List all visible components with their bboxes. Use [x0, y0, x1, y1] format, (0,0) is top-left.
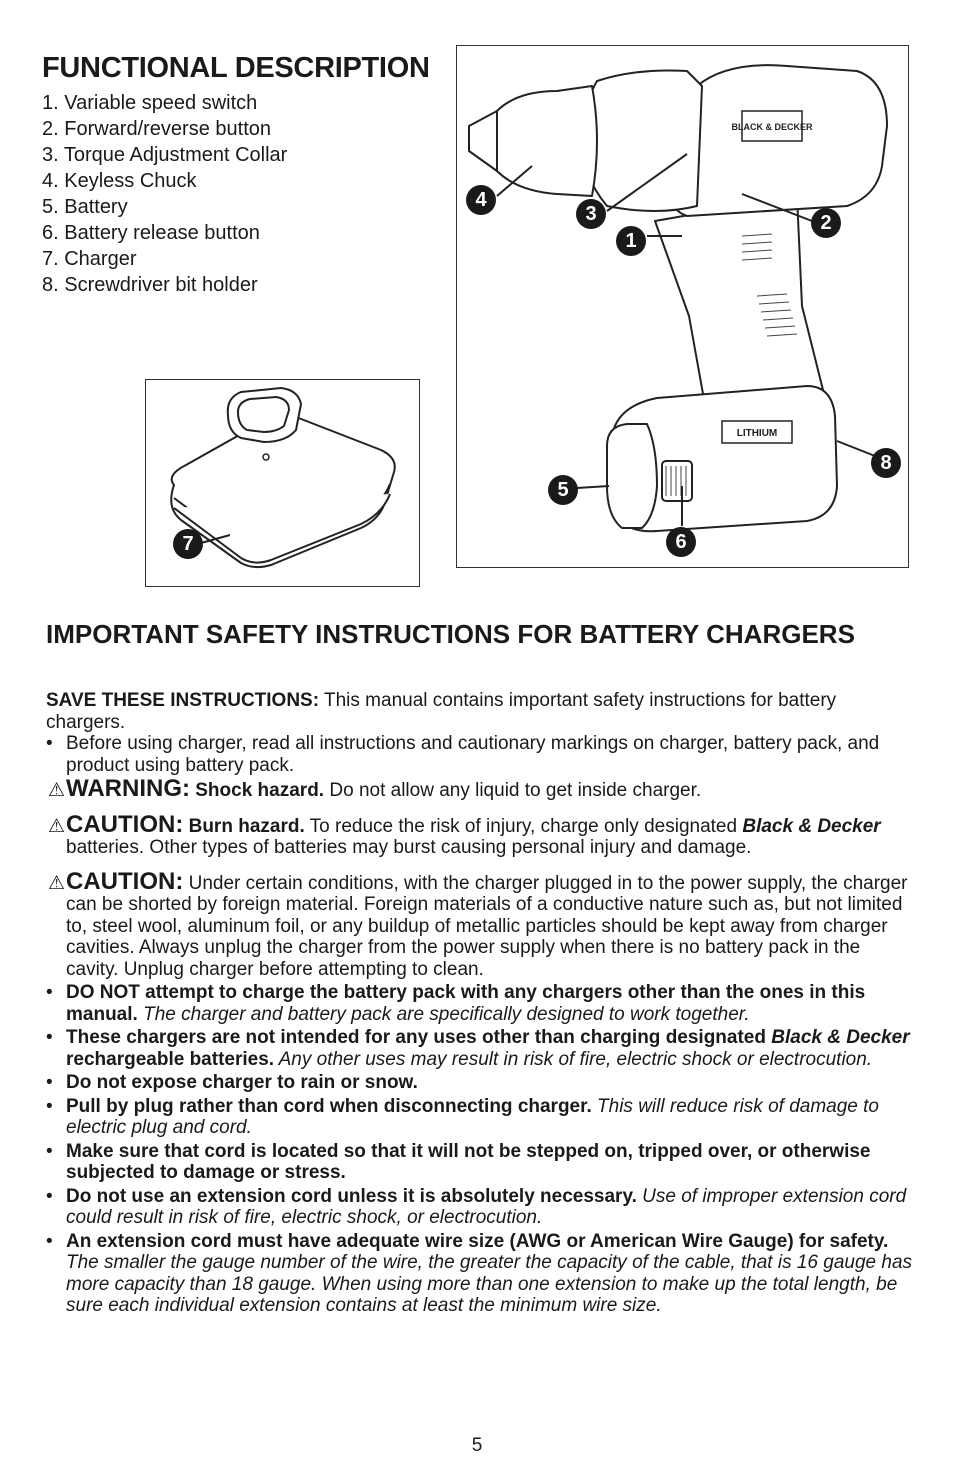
- bullet-bold: Make sure that cord is located so that it will not be stepped on, tripped over, or otherwise subjected to damage or stress.: [66, 1140, 871, 1183]
- bullet-italic: The charger and battery pack are specifically designed to work together.: [137, 1003, 750, 1025]
- bullet-item: [46, 1072, 912, 1094]
- bullet-symbol: •: [46, 1072, 53, 1093]
- callout-3: 3: [576, 199, 606, 229]
- warning-lead: Shock hazard.: [189, 780, 325, 801]
- save-lead: SAVE THESE INSTRUCTIONS:: [46, 690, 320, 711]
- bullet-item: [46, 1186, 912, 1229]
- caution-heading: CAUTION:: [66, 867, 184, 895]
- callout-1: 1: [616, 226, 646, 256]
- bullet-symbol: •: [46, 982, 53, 1003]
- bullet-bold: rechargeable batteries.: [66, 1048, 275, 1070]
- warning-text: Do not allow any liquid to get inside charger.: [324, 780, 702, 801]
- parts-list-item: 6. Battery release button: [42, 222, 260, 244]
- bullet-bold: An extension cord must have adequate wire size (AWG or American Wire Gauge) for safety.: [66, 1230, 889, 1252]
- bullet-symbol: •: [46, 1185, 53, 1207]
- drill-illustration: [457, 46, 908, 567]
- parts-list-item: 7. Charger: [42, 248, 137, 270]
- warning-shock: [46, 775, 912, 802]
- parts-list-item: 4. Keyless Chuck: [42, 170, 197, 192]
- warning-icon: ⚠: [48, 780, 66, 801]
- callout-7: 7: [173, 529, 203, 559]
- bullet-item: [46, 1027, 912, 1070]
- parts-list-item: 3. Torque Adjustment Collar: [42, 144, 288, 166]
- callout-6: 6: [666, 527, 696, 557]
- save-text: This manual contains important safety instructions for battery chargers.: [46, 690, 837, 733]
- parts-list-item: 5. Battery: [42, 196, 128, 218]
- caution-heading: CAUTION:: [66, 810, 184, 838]
- parts-list: [42, 90, 287, 298]
- brand-name: Black & Decker: [771, 1027, 910, 1048]
- drill-figure: [456, 45, 909, 568]
- battery-label: LITHIUM: [736, 428, 778, 439]
- callout-2: 2: [811, 208, 841, 238]
- bullet-item: [46, 982, 912, 1025]
- caution-text: Under certain conditions, with the charger plugged in to the power supply, the charger can be shorted by foreign material. Foreign materials of a conductive nature such as, but not limited to, steel wool, aluminum foil, or any buildup of metallic particles should be kept away from charger cavities. Always unplug the charger from the power supply when there is no battery pack in the cavity. Unplug charger before attempting to clean.: [66, 872, 908, 980]
- warning-icon: ⚠: [48, 872, 66, 894]
- bullet-symbol: •: [46, 733, 53, 754]
- bullet-symbol: •: [46, 1095, 53, 1117]
- bullet-bold: Pull by plug rather than cord when disconnecting charger.: [66, 1095, 592, 1117]
- bullet-bold: DO NOT attempt to charge the battery pack with any chargers other than the ones in this manual.: [66, 982, 866, 1025]
- caution-burn: [46, 810, 912, 859]
- bullet-bold: Do not expose charger to rain or snow.: [66, 1072, 418, 1093]
- brand-name: Black & Decker: [742, 815, 881, 837]
- caution-lead: Burn hazard.: [183, 815, 305, 837]
- bullet-text: Before using charger, read all instructions and cautionary markings on charger, battery pack, and product using battery pack.: [66, 733, 880, 776]
- bullet-intro: [46, 733, 912, 776]
- save-instructions: [46, 690, 912, 733]
- warning-icon: ⚠: [48, 815, 66, 837]
- safety-body: [46, 690, 912, 1317]
- callout-8: 8: [871, 448, 901, 478]
- bullet-italic: This will reduce risk of damage to electric plug and cord.: [66, 1095, 879, 1138]
- bullet-symbol: •: [46, 1027, 53, 1048]
- parts-list-item: 2. Forward/reverse button: [42, 118, 271, 140]
- bullet-symbol: •: [46, 1230, 53, 1252]
- parts-list-item: 8. Screwdriver bit holder: [42, 274, 258, 296]
- bullet-symbol: •: [46, 1140, 53, 1162]
- caution-text: To reduce the risk of injury, charge only designated: [304, 815, 743, 837]
- bullet-bold: These chargers are not intended for any uses other than charging designated: [66, 1027, 772, 1048]
- callout-4: 4: [466, 185, 496, 215]
- bullet-italic: The smaller the gauge number of the wire, the greater the capacity of the cable, that is 16 gauge has more capacity than 18 gauge. When using more than one extension to make up the total length, be sure each individual extension contains at least the minimum wire size.: [66, 1252, 913, 1316]
- caution-short: [46, 867, 912, 981]
- bullet-bold: Do not use an extension cord unless it is absolutely necessary.: [66, 1185, 637, 1207]
- bullet-italic: Any other uses may result in risk of fire, electric shock or electrocution.: [274, 1048, 873, 1070]
- bullet-item: [46, 1141, 912, 1184]
- bullet-item: [46, 1096, 912, 1139]
- section-title-safety: IMPORTANT SAFETY INSTRUCTIONS FOR BATTERY CHARGERS: [46, 619, 855, 649]
- page-number: 5: [471, 1435, 483, 1456]
- caution-text: batteries. Other types of batteries may burst causing personal injury and damage.: [66, 837, 752, 858]
- parts-list-item: 1. Variable speed switch: [42, 92, 258, 114]
- section-title-functional-description: FUNCTIONAL DESCRIPTION: [42, 52, 430, 84]
- bullet-italic: Use of improper extension cord could result in risk of fire, electric shock, or electrocution.: [66, 1185, 907, 1228]
- warning-heading: WARNING:: [66, 775, 190, 802]
- callout-5: 5: [548, 475, 578, 505]
- brand-logo: BLACK & DECKER: [731, 122, 813, 132]
- bullet-item: [46, 1231, 912, 1317]
